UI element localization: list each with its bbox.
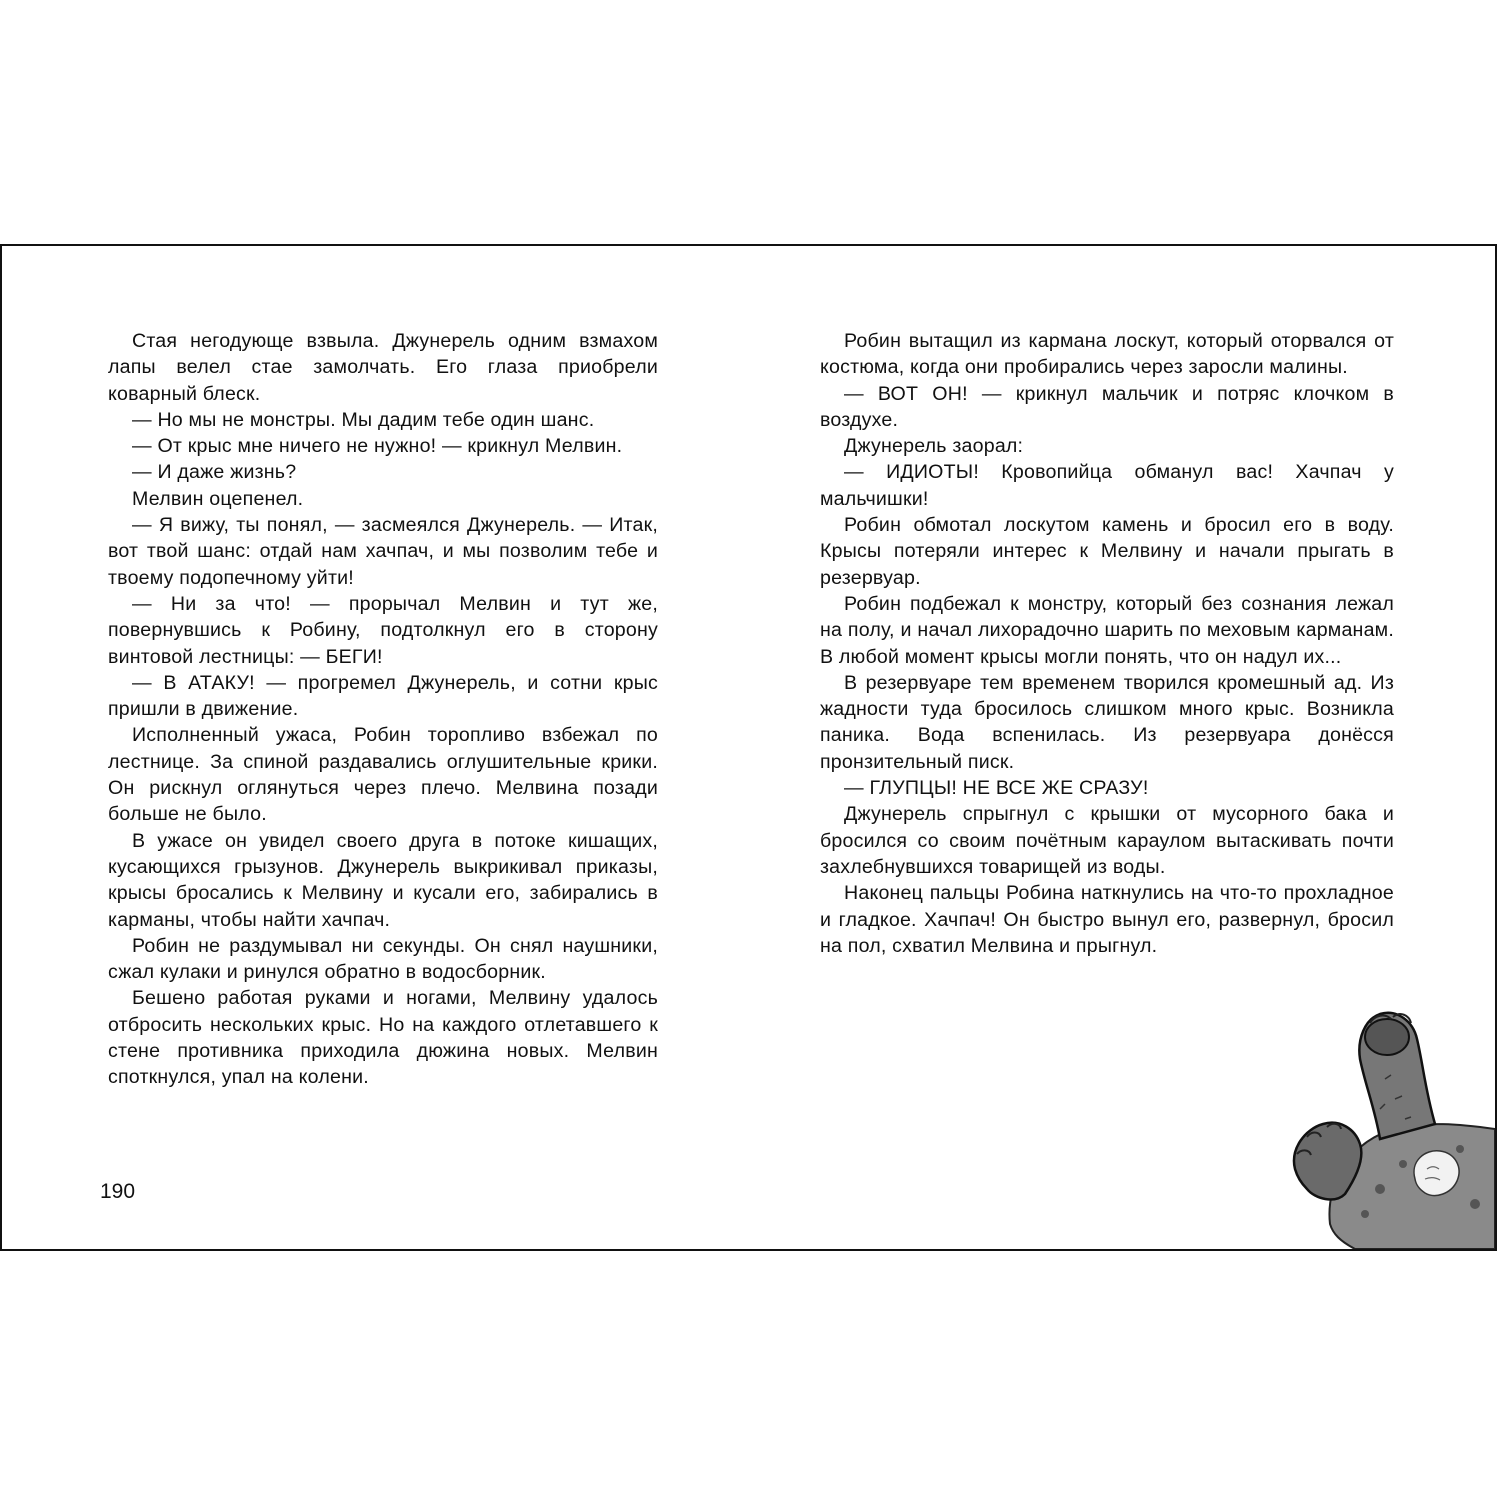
paragraph: Джунерель заорал: — [844, 435, 1024, 458]
paragraph: — Ни за что! — прорычал Мелвин и тут же, повернувшись к Робину, подтолкнул его в сторону винтовой лестницы: — БЕГИ! — [108, 592, 658, 668]
paragraph: — В АТАКУ! — прогремел Джунерель, и сотни крыс пришли в движение. — [108, 671, 658, 721]
furry-monster-paw-icon — [1285, 989, 1495, 1249]
paragraph: В резервуаре тем временем творился кромешный ад. Из жадности туда бросилось слишком много крыс. Возникла паника. Вода вспенилась. Из резервуара донёсся пронзительный писк. — [820, 671, 1394, 773]
paragraph: — Но мы не монстры. Мы дадим тебе один шанс. — [132, 408, 595, 431]
paragraph: — От крыс мне ничего не нужно! — крикнул Мелвин. — [132, 435, 623, 458]
paragraph: — И даже жизнь? — [132, 461, 297, 484]
paragraph: Робин обмотал лоскутом камень и бросил его в воду. Крысы потеряли интерес к Мелвину и начали прыгать в резервуар. — [820, 514, 1394, 589]
paragraph: В ужасе он увидел своего друга в потоке кишащих, кусающихся грызунов. Джунерель выкрикивал приказы, крысы бросались к Мелвину и кусали его, забирались в карманы, чтобы найти хачпач. — [108, 829, 658, 931]
book-spread — [0, 244, 1497, 1251]
paragraph: Бешено работая руками и ногами, Мелвину удалось отбросить нескольких крыс. Но на каждого отлетавшего к стене противника приходила дюжина новых. Мелвин споткнулся, упал на колени. — [108, 987, 658, 1089]
paragraph: Робин подбежал к монстру, который без сознания лежал на полу, и начал лихорадочно шарить по меховым карманам. В любой момент крысы могли понять, что он надул их... — [820, 592, 1394, 668]
paragraph: Робин вытащил из кармана лоскут, который оторвался от костюма, когда они пробирались через заросли малины. — [820, 330, 1394, 379]
paragraph: Джунерель спрыгнул с крышки от мусорного бака и бросился со своим почётным караулом вытаскивать почти захлебнувшихся товарищей из воды. — [820, 803, 1394, 878]
paragraph: — ВОТ ОН! — крикнул мальчик и потряс клочком в воздухе. — [820, 382, 1394, 431]
paragraph: Исполненный ужаса, Робин торопливо взбежал по лестнице. За спиной раздавались оглушительные крики. Он рискнул оглянуться через плечо. Мелвина позади больше не было. — [108, 724, 658, 826]
paragraph: — ГЛУПЦЫ! НЕ ВСЕ ЖЕ СРАЗУ! — [844, 777, 1149, 800]
right-page — [820, 328, 1394, 959]
paragraph: Стая негодующе взвыла. Джунерель одним взмахом лапы велел стае замолчать. Его глаза приобрели коварный блеск. — [108, 330, 658, 405]
paragraph: — ИДИОТЫ! Кровопийца обманул вас! Хачпач у мальчишки! — [820, 461, 1394, 510]
paragraph: Робин не раздумывал ни секунды. Он снял наушники, сжал кулаки и ринулся обратно в водосборник. — [108, 934, 658, 984]
paragraph: Наконец пальцы Робина наткнулись на что-то прохладное и гладкое. Хачпач! Он быстро вынул его, развернул, бросил на пол, схватил Мелвина и прыгнул. — [820, 882, 1394, 957]
page-number: 190 — [100, 1180, 136, 1203]
paragraph: — Я вижу, ты понял, — засмеялся Джунерель. — Итак, вот твой шанс: отдай нам хачпач, и мы позволим тебе и твоему подопечному уйти! — [108, 514, 658, 589]
paragraph: Мелвин оцепенел. — [132, 487, 304, 510]
left-page — [108, 328, 658, 1091]
